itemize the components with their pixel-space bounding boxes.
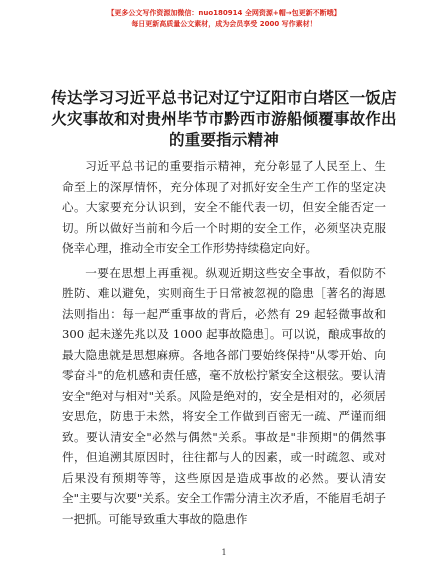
paragraph: 一要在思想上再重视。纵观近期这些安全事故，看似防不胜防、难以避免，实则商生于日常被忽视的隐患［著名的海恩法则指出：每一起严重事故的背后，必然有 29 起轻微事故和 300 起未遂先兆以及 1000 起事故隐患］。可以说，酿成事故的最大隐患就是思想麻痹。各地各部门要始终保持"从零开始、向零奋斗"的危机感和责任感，毫不放松拧紧安全这根弦。要认清安全"绝对与相对"关系。风险是绝对的，安全是相对的，必须居安思危，防患于未然，将安全工作做到百密无一疏、严谨而细致。要认清安全"必然与偶然"关系。事故是"非预期"的偶然事件，但追溯其原因时，往往都与人的因素，或一时疏忽、或对后果没有预期等等，这些原因是造成事故的必然。要认清安全"主要与次要"关系。安全工作需分清主次矛盾，不能眉毛胡子一把抓。可能导致重大事故的隐患作	[62, 265, 386, 526]
paragraph: 习近平总书记的重要指示精神，充分彰显了人民至上、生命至上的深厚情怀，充分体现了对抓好安全生产工作的坚定决心。大家要充分认识到，安全不能代表一切，但安全能否定一切。所以做好当前和今后一个时期的安全工作，必须坚决克服侥幸心理，推动全市安全工作形势持续稳定向好。	[62, 159, 386, 255]
promo-banner-line2: 每日更新高质量公文素材，成为会员享受 2000 写作素材！	[131, 20, 317, 28]
promo-banner-line1: 【更多公文写作资源加微信：nuo180914 全网资源+帽→包更新不断哦】	[107, 9, 341, 17]
promo-banner	[0, 8, 448, 30]
document-body	[62, 156, 386, 533]
page-number: 1	[221, 548, 227, 557]
document-title: 传达学习习近平总书记对辽宁辽阳市白塔区一饭店火灾事故和对贵州毕节市黔西市游船倾覆事故作出的重要指示精神	[51, 89, 397, 149]
